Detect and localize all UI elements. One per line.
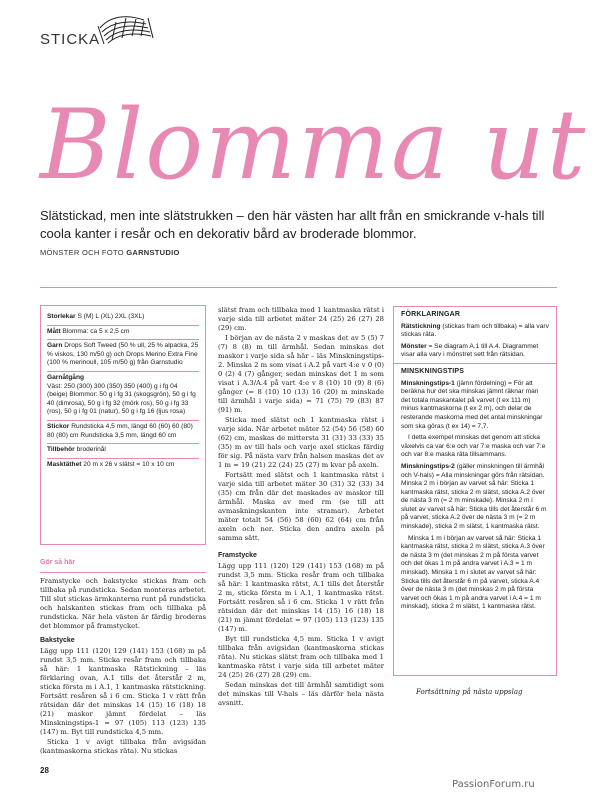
paragraph: Sedan minskas det till ärmhål samtidigt som det minskas till V-hals – läs därför hela nästa avsnitt. (218, 681, 384, 707)
divider (40, 287, 557, 288)
term-text: (gäller minskningen till ärmhål och V-hals) = Alla minskningar görs från rätsidan. Minska 2 m i början av varvet så här: Sticka 1 kantmaska rätst, sticka 2 m slätst, sticka A.2 över de nästa 3 m (= 2 m minskade). Minska 2 m i slutet av varvet så här: Sticka tills det återstår 6 m på varvet, sticka A.2 över de nästa 3 m (= 2 m minskade), sticka 2 m slätst, 1 kantmaska rätst. (401, 462, 547, 531)
page-title: Blomma ut (40, 89, 588, 201)
watermark: PassionForum.ru (452, 779, 535, 790)
spec-label: Stickor (47, 422, 70, 430)
minskningstips-heading: MINSKNINGSTIPS (401, 367, 465, 375)
specs-box (40, 305, 206, 545)
intro-text: Slätstickad, men inte slätstrukken – den här västen har allt från en smickrande v-hals till coola kanter i resår och en dekorativ bård av broderade blommor. (40, 208, 545, 241)
term-label: Minskningstips-2 (401, 462, 455, 470)
yarn-skein-icon (96, 10, 154, 50)
credits-prefix: MÖNSTER OCH FOTO (40, 248, 124, 257)
term-label: Mönster (401, 342, 427, 350)
spec-label: Masktäthet (47, 460, 82, 468)
paragraph: Fortsätt med slätst och 1 kantmaska rätst i varje sida till arbetet mäter 30 (31) 32 (33) 34 (35) cm från där det maskades av maskor till ärmhål. Maska av med rm (se till att avmaskningskanten inte stramar). Arbetet mäter totalt 54 (56) 58 (60) 62 (64) cm från axeln och ner. Sticka den andra axeln på samma sätt. (218, 471, 384, 542)
divider (394, 363, 556, 364)
spec-text: broderinål (76, 446, 106, 454)
paragraph: I början av de nästa 2 v maskas det av 5 (5) 7 (7) 8 (8) m till ärmhål. Sedan minskas det maskor i varje sida så här – läs Minskningstips-2. Minska 2 m som visat i A.2 på vart 4:e v 0 (0) 0 (2) 4 (7) gånger, sedan minskas det 1 m som visat i A.3/A.4 på vart 4:e v 8 (10) 10 (9) 8 (6) gånger (= 8 (10) 10 (13) 16 (20) m minskade till ärmhål i varje sida) = 71 (75) 79 (83) 87 (91) m. (218, 334, 384, 414)
spec-text: Drops Soft Tweed (50 % ull, 25 % alpacka, 25 % viskos, 130 m/50 g) och Drops Merino Extra Fine (100 % merinoull, 105 m/50 g) från Garnstudio (47, 342, 199, 367)
spec-row (47, 311, 199, 326)
spec-text: S (M) L (XL) 2XL (3XL) (77, 313, 145, 320)
paragraph (401, 343, 549, 360)
term-text: = Se diagram A.1 till A.4. Diagrammet visar alla varv i mönstret sett från rätsidan. (401, 342, 539, 359)
paragraph: Minska 1 m i början av varvet så här: Sticka 1 kantmaska rätst, sticka 2 m slätst, sticka A.3 över de nästa 3 m (det minskas 2 m på första varvet och det ökas 1 m på andra varvet i A.3 = 1 m minskad). Minska 1 m i slutet av varvet så här: Sticka tills det återstår 6 m på varvet, sticka A.4 över de nästa 3 m (det minskas 2 m på första varvet och ökas 1 m på andra varvet i A.4 = 1 m minskad), sticka 2 m slätst, 1 kantmaska rätst. (401, 534, 545, 611)
paragraph: Sticka 1 v avigt tillbaka från avigsidan (kantmaskorna stickas räta). Nu stickas (40, 738, 206, 755)
paragraph: Sticka med slätst och 1 kantmaska rätst i varje sida. När arbetet mäter 52 (54) 56 (58) 60 (62) cm, maskas de mittersta 31 (31) 33 (33) 35 (35) m av till hals och varje axel stickas färdig för sig. På nästa varv från halsen maskas det av 1 m = 19 (21) 22 (24) 25 (27) m kvar på axeln. (218, 416, 384, 469)
spec-row (47, 340, 199, 372)
column-1 (40, 577, 206, 757)
column-2 (218, 306, 384, 544)
spec-label: Mått (47, 327, 61, 335)
paragraph: slätst fram och tillbaka med 1 kantmaska rätst i varje sida till arbetet mäter 24 (25) 26 (27) 28 (29) cm. (218, 306, 384, 332)
paragraph (401, 323, 549, 340)
page-number: 28 (40, 766, 49, 775)
spec-text: 20 m x 26 v slätst = 10 x 10 cm (83, 460, 175, 468)
forklaringar-heading: FÖRKLARINGAR (401, 311, 461, 318)
spec-row (47, 421, 199, 444)
spec-row (47, 372, 199, 421)
paragraph: I detta exempel minskas det genom att sticka växelvis ca var 6:e och var 7:e maska och var 7:e och var 8:e maska räta tillsammans. (401, 434, 546, 459)
section-label: STICKA (40, 31, 101, 48)
spec-row (47, 444, 199, 459)
framstycke-heading: Framstycke (218, 552, 257, 559)
bakstycke-heading: Bakstycke (40, 637, 75, 644)
gor-sa-har-heading: Gör så här (40, 559, 76, 566)
spec-text: Väst: 250 (300) 300 (350) 350 (400) g i fg 04 (beige) Blommor: 50 g i fg 31 (skogsgrön), 50 g i fg 40 (dimrosa), 50 g i fg 32 (mörk ros), 50 g i fg 33 (ros), 50 g i fg 01 (natur), 50 g i fg 16 (ljus rosa) (47, 382, 196, 416)
term-text: (stickas fram och tillbaka) = alla varv stickas räta. (401, 322, 549, 339)
spec-label: Tillbehör (47, 446, 75, 454)
spec-label: Garnåtgång (47, 373, 85, 381)
paragraph (401, 380, 549, 432)
divider (40, 572, 206, 573)
spec-text: Rundsticka 4,5 mm, längd 60 (60) 60 (80) 80 (80) cm Rundsticka 3,5 mm, längd 60 cm (47, 422, 193, 439)
column-2-lower (218, 546, 384, 709)
credits-studio: GARNSTUDIO (126, 248, 180, 257)
paragraph: Framstycke och bakstycke stickas fram och tillbaka på rundsticka. Sedan monteras arbetet. Till slut stickas ärmkanterna runt på rundsticka och halskanten stickas fram och tillbaka på rundsticka. När hela västen är färdig broderas det blommor på framstycket. (40, 577, 206, 630)
term-text: (jämn fördelning) = För att beräkna hur det ska minskas jämnt räknar man det totala maskantalet på varvet (t ex 111 m) minus kantmaskorna (t ex 2 m), och delar de resterande maskorna med det antal minskningar som ska göras (t ex 14) = 7,7. (401, 379, 543, 430)
paragraph: Byt till rundsticka 4,5 mm. Sticka 1 v avigt tillbaka från avigsidan (kantmaskorna stickas räta). Nu stickas slätst fram och tillbaka med 1 kantmaska rätst i varje sida till arbetet mäter 24 (25) 26 (27) 28 (29) cm. (218, 635, 384, 679)
spec-row (47, 326, 199, 341)
explanations-box (393, 306, 557, 676)
spec-row (47, 459, 199, 473)
paragraph: Lägg upp 111 (120) 129 (141) 153 (168) m på rundst 3,5 mm. Sticka resår fram och tillbaka så här: 1 kantmaska Rätstickning – läs förklaring ovan, A.1 tills det återstår 2 m, sticka första m i A.1, 1 kantmaska rätstickning. Fortsätt resåren så i 6 cm. Sticka 1 v rätt från rätsidan där det minskas 14 (15) 16 (18) 18 (21) maskor jämnt fördelat – läs Minskningstips-1 = 97 (105) 113 (123) 135 (147) m. Byt till rundsticka 4,5 mm. (40, 647, 206, 736)
credits (40, 248, 180, 257)
term-label: Minskningstips-1 (401, 379, 455, 387)
paragraph (401, 463, 549, 532)
term-label: Rätstickning (401, 322, 441, 330)
paragraph: Lägg upp 111 (120) 129 (141) 153 (168) m på rundst 3,5 mm. Sticka resår fram och tillbaka så här: 1 kantmaska rätst, A.1 tills det återstår 2 m, sticka första m i A.1, 1 kantmaska rätst. Fortsätt resåren så i 6 cm. Sticka 1 v rätt från rätsidan där det minskas 14 (15) 16 (18) 18 (21) m jämnt fördelat = 97 (105) 113 (123) 135 (147) m. (218, 562, 384, 633)
spec-label: Storlekar (47, 313, 76, 320)
continued-note: Fortsättning på nästa uppslag (416, 688, 523, 696)
spec-label: Garn (47, 342, 63, 350)
spec-text: Blomma: ca 5 x 2,5 cm (62, 327, 130, 335)
